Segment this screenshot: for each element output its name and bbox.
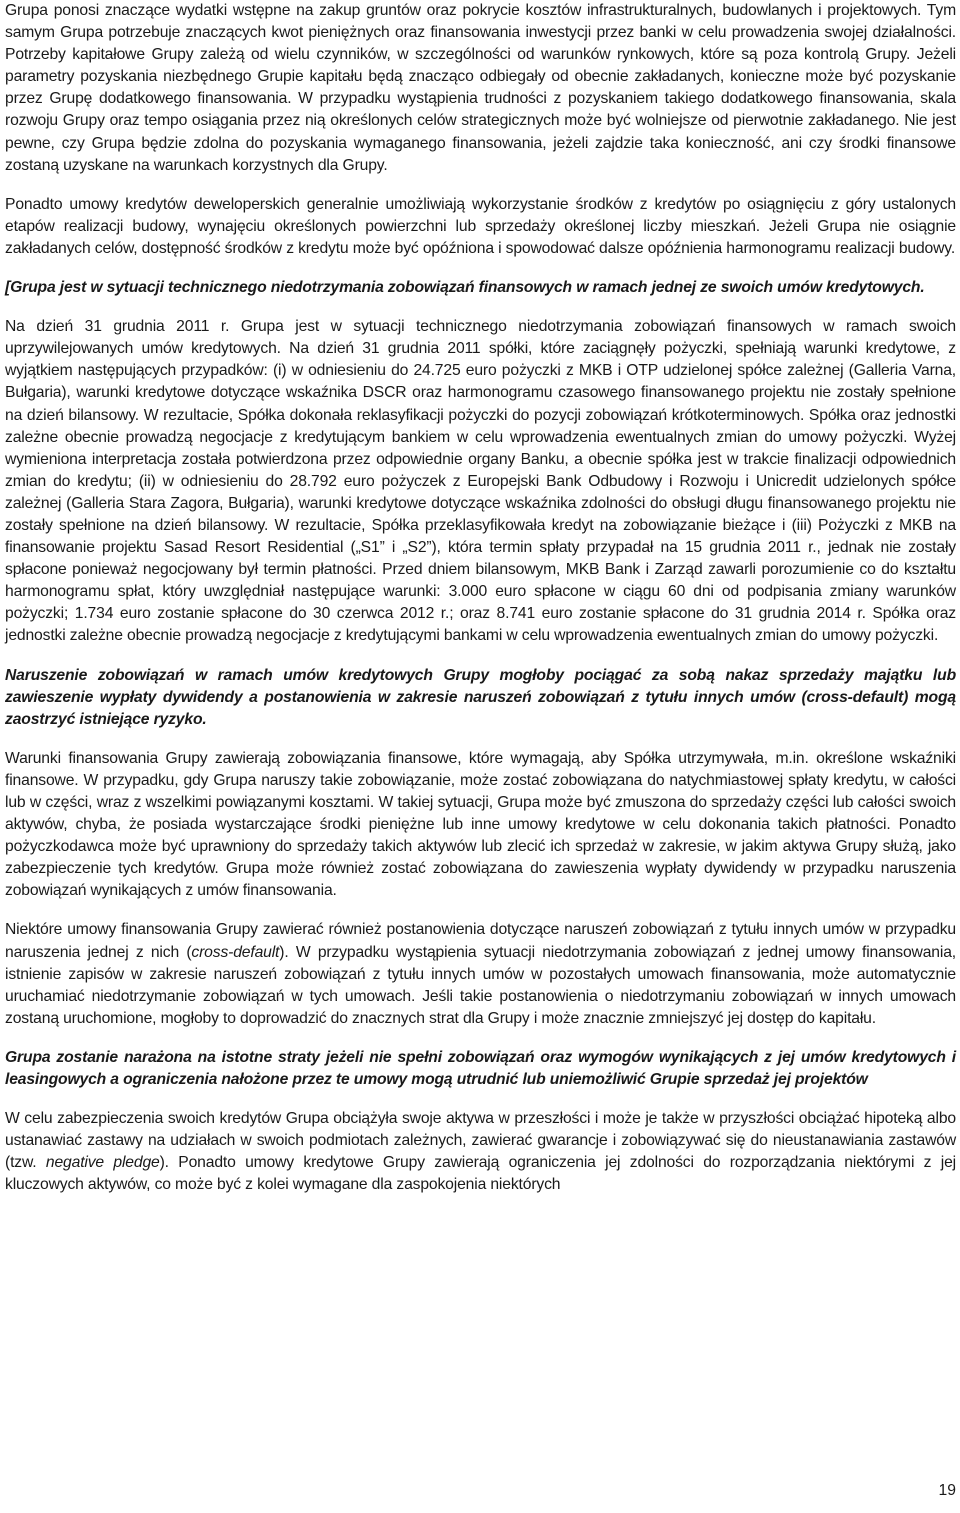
text-segment: ). Ponadto umowy kredytowe Grupy zawierają ograniczenia jej zdolności do rozporządzania niektórymi z jej kluczowych aktywów, co może być z kolei wymagane dla zaspokojenia niektórych <box>5 1154 956 1194</box>
paragraph-collateral <box>5 1108 956 1196</box>
italic-term: cross-default <box>191 943 280 961</box>
paragraph-developer-loans: Ponadto umowy kredytów deweloperskich generalnie umożliwiają wykorzystanie środków z kredytów po osiągnięciu z góry ustalonych etapów realizacji budowy, wynajęciu określonych powierzchni lub sprzedaży określonej liczby mieszkań. Jeżeli Grupa nie osiągnie zakładanych celów, dostępność środków z kredytu może być opóźniona i spowodować dalsze opóźnienia harmonogramu realizacji budowy. <box>5 195 956 257</box>
heading-losses-risk: Grupa zostanie narażona na istotne straty jeżeli nie spełni zobowiązań oraz wymogów wynikających z jej umów kredytowych i leasingowych a ograniczenia nałożone przez te umowy mogą utrudnić lub uniemożliwić Grupie sprzedaż jej projektów <box>5 1048 956 1089</box>
text-segment: Niektóre umowy finansowania Grupy zawierać również postanowienia dotyczące naruszeń zobowiązań z tytułu innych umów w przypadku naruszenia jednej z nich ( <box>5 921 956 961</box>
page-number: 19 <box>938 1482 956 1499</box>
heading-covenant-breach: Naruszenie zobowiązań w ramach umów kredytowych Grupy mogłoby pociągać za sobą nakaz sprzedaży majątku lub zawieszenie wypłaty dywidendy a postanowienia w zakresie naruszeń zobowiązań z tytułu innych umów (cross-default) mogą zaostrzyć istniejące ryzyko. <box>5 666 956 728</box>
text-segment: W celu zabezpieczenia swoich kredytów Grupa obciążyła swoje aktywa w przeszłości i może je także w przyszłości obciążać hipoteką albo ustanawiać zastawy na udziałach w swoich podmiotach zależnych, zawierać gwarancje i zobowiązywać się do nieustanawiania zastawów (tzw. <box>5 1110 956 1172</box>
paragraph-loan-covenants: Na dzień 31 grudnia 2011 r. Grupa jest w sytuacji technicznego niedotrzymania zobowiązań finansowych w ramach swoich uprzywilejowanych umów kredytowych. Na dzień 31 grudnia 2011 spółki, które zaciągnęły pożyczki, spełniają warunki kredytowe, z wyjątkiem następujących przypadków: (i) w odniesieniu do 24.725 euro pożyczki z MKB i OTP udzielonej spółce zależnej (Galleria Varna, Bułgaria), warunki kredytowe dotyczące wskaźnika DSCR oraz harmonogramu czasowego finansowanego projektu nie zostały spełnione na dzień bilansowy. W rezultacie, Spółka dokonała reklasyfikacji pożyczki do pozycji zobowiązań krótkoterminowych. Spółka oraz jednostki zależne obecnie prowadzą negocjacje z kredytującym bankiem w celu wprowadzenia ewentualnych zmian do umowy pożyczki. Wyżej wymieniona interpretacja została potwierdzona przez odpowiednie organy Banku, a obecnie spółka jest w trakcie finalizacji odpowiednich zmian do kredytu; (ii) w odniesieniu do 28.792 euro pożyczek z Europejski Bank Odbudowy i Rozwoju i Unicredit udzielonych spółce zależnej (Galleria Stara Zagora, Bułgaria), warunki kredytowe dotyczące wskaźnika zdolności do obsługi długu finansowanego projektu nie zostały spełnione na dzień bilansowy. W rezultacie, Spółka przeklasyfikowała kredyt na zobowiązanie bieżące i (iii) Pożyczki z MKB na finansowanie projektu Sasad Resort Residential („S1” i „S2”), która termin spłaty przypadał na 15 grudnia 2011 r., jednak nie zostały spłacone ponieważ negocjowany był termin płatności. Przed dniem bilansowym, MKB Bank i Zarząd zawarli porozumienie co do kształtu harmonogramu spłat, który uwzględniał następujące warunki: 3.000 euro spłacone w ciągu 60 dni od podpisania zmiany warunków pożyczki; 1.734 euro zostanie spłacone do 30 czerwca 2012 r.; oraz 8.741 euro zostanie spłacone do 31 grudnia 2014 r. Spółka oraz jednostki zależne obecnie prowadzą negocjacje z kredytującymi bankami w celu wprowadzenia ewentualnych zmian do umowy pożyczki. <box>5 318 956 645</box>
heading-technical-default: [Grupa jest w sytuacji technicznego niedotrzymania zobowiązań finansowych w ramach jednej ze swoich umów kredytowych. <box>5 279 925 297</box>
paragraph-financing-terms: Warunki finansowania Grupy zawierają zobowiązania finansowe, które wymagają, aby Spółka utrzymywała, m.in. określone wskaźniki finansowe. W przypadku, gdy Grupa naruszy takie zobowiązanie, może zostać zobowiązana do natychmiastowej spłaty kredytu, w całości lub w części, wraz z wszelkimi powiązanymi kosztami. W takiej sytuacji, Grupa może być zmuszona do sprzedaży części lub całości swoich aktywów, chyba, że posiada wystarczające środki pieniężne lub inne umowy kredytowe w celu dokonania takich płatności. Ponadto pożyczkodawca może być uprawniony do sprzedaży takich aktywów lub zlecić ich sprzedaż w zakresie, w jakim aktywa Grupy służą, jako zabezpieczenie tych kredytów. Grupa może również zostać zobowiązana do zawieszenia wypłaty dywidendy w przypadku naruszenia zobowiązań wynikających z umów finansowania. <box>5 749 956 900</box>
paragraph-capital-needs: Grupa ponosi znaczące wydatki wstępne na zakup gruntów oraz pokrycie kosztów infrastrukturalnych, budowlanych i projektowych. Tym samym Grupa potrzebuje znaczących kwot pieniężnych oraz finansowania inwestycji przez banki w celu prowadzenia swojej działalności. Potrzeby kapitałowe Grupy zależą od wielu czynników, w szczególności od warunków rynkowych, które są poza kontrolą Grupy. Jeżeli parametry pozyskania niezbędnego Grupie kapitału będą znacząco odbiegały od obecnie zakładanych, konieczne może być pozyskanie przez Grupę dodatkowego finansowania. W przypadku wystąpienia trudności z pozyskaniem takiego dodatkowego finansowania, skala rozwoju Grupy oraz tempo osiągania przez nią określonych celów strategicznych może być wolniejsze od pierwotnie zakładanego. Nie jest pewne, czy Grupa będzie zdolna do pozyskania wymaganego finansowania, jeżeli zajdzie taka konieczność, ani czy środki finansowe zostaną uzyskane na warunkach korzystnych dla Grupy. <box>5 2 956 174</box>
paragraph-cross-default <box>5 919 956 1029</box>
text-segment: ). W przypadku wystąpienia sytuacji niedotrzymania zobowiązań z jednej umowy finansowania, istnienie zapisów w zakresie naruszeń zobowiązań z tytułu innych umów w pozostałych umowach finansowania, może automatycznie uruchamiać niedotrzymanie zobowiązań w tych umowach. Jeśli takie postanowienia o niedotrzymaniu zobowiązań w innych umowach zostaną uruchomione, mogłoby to doprowadzić do znacznych strat dla Grupy i może znacznie zmniejszyć jej dostęp do kapitału. <box>5 943 956 1027</box>
italic-term: negative pledge <box>45 1154 160 1172</box>
document-page <box>5 0 956 1197</box>
